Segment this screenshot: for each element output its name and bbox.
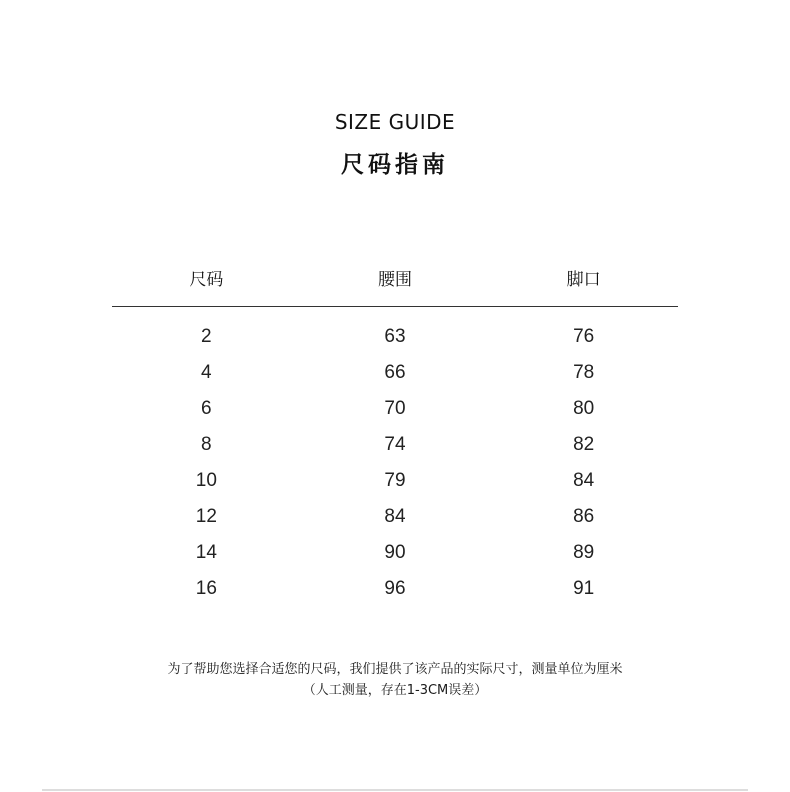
cell-size: 12 <box>195 506 217 527</box>
measurement-note <box>0 659 790 701</box>
cell-leg-opening: 82 <box>573 434 595 455</box>
cell-size: 10 <box>195 470 217 491</box>
cell-leg-opening: 86 <box>573 506 595 527</box>
measurement-note-line1: 为了帮助您选择合适您的尺码，我们提供了该产品的实际尺寸，测量单位为厘米 <box>167 662 623 677</box>
cell-leg-opening: 89 <box>573 542 595 563</box>
bottom-divider <box>42 789 748 791</box>
table-row <box>112 391 678 427</box>
cell-size: 14 <box>195 542 217 563</box>
cell-leg-opening: 76 <box>573 326 595 347</box>
cell-waist: 84 <box>384 506 406 527</box>
cell-waist: 74 <box>384 434 406 455</box>
cell-size: 16 <box>195 578 217 599</box>
size-table <box>112 262 678 607</box>
cell-size: 6 <box>201 398 212 419</box>
cell-size: 2 <box>201 326 212 347</box>
cell-waist: 70 <box>384 398 406 419</box>
cell-leg-opening: 84 <box>573 470 595 491</box>
cell-waist: 79 <box>384 470 406 491</box>
cell-leg-opening: 91 <box>573 578 595 599</box>
header-size: 尺码 <box>189 270 224 290</box>
cell-size: 8 <box>201 434 212 455</box>
table-body <box>112 307 678 607</box>
table-row <box>112 463 678 499</box>
cell-leg-opening: 78 <box>573 362 595 383</box>
measurement-note-line2: （人工测量，存在1-3CM误差） <box>302 683 488 698</box>
header-leg-opening: 脚口 <box>566 270 601 290</box>
table-row <box>112 499 678 535</box>
cell-leg-opening: 80 <box>573 398 595 419</box>
cell-size: 4 <box>201 362 212 383</box>
page-title-zh: 尺码指南 <box>341 152 449 178</box>
table-row <box>112 535 678 571</box>
table-header-row <box>112 262 678 307</box>
cell-waist: 66 <box>384 362 406 383</box>
table-row <box>112 319 678 355</box>
table-row <box>112 355 678 391</box>
table-row <box>112 571 678 607</box>
cell-waist: 96 <box>384 578 406 599</box>
header-waist: 腰围 <box>377 270 412 290</box>
cell-waist: 63 <box>384 326 406 347</box>
page-title-en: SIZE GUIDE <box>334 110 456 134</box>
cell-waist: 90 <box>384 542 406 563</box>
table-row <box>112 427 678 463</box>
